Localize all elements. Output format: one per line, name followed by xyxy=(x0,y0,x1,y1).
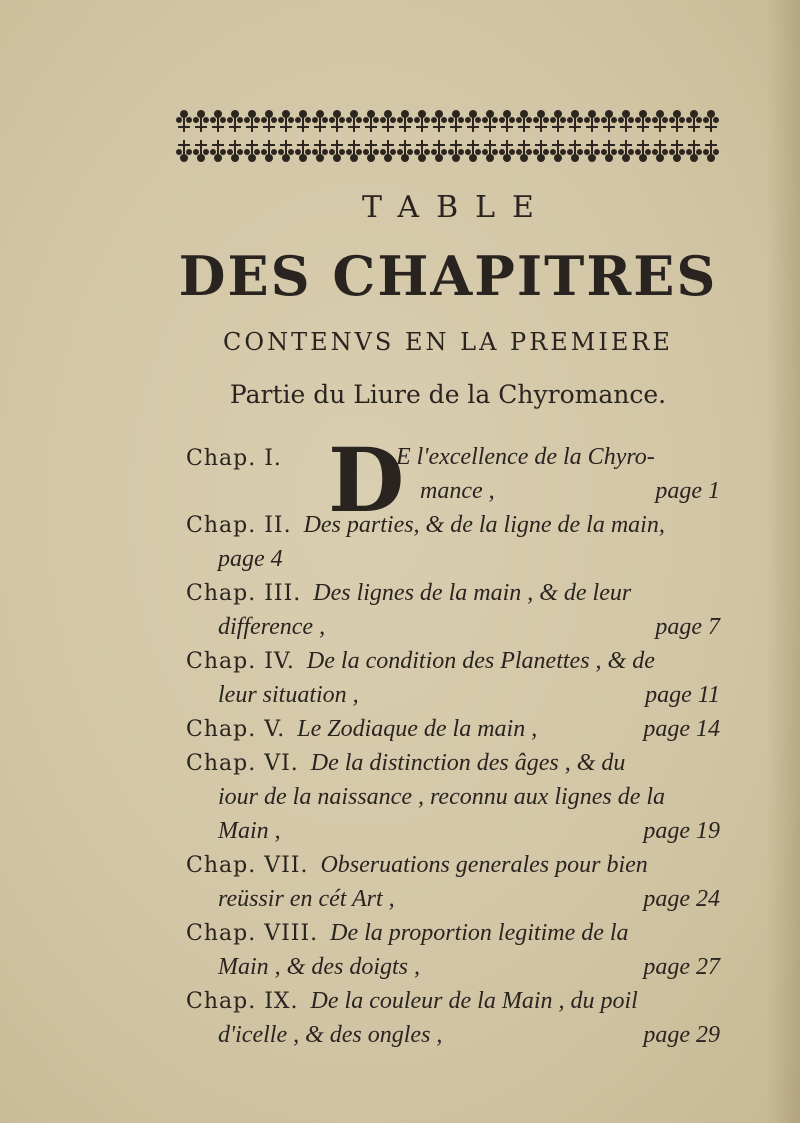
page-number: page 7 xyxy=(655,614,720,640)
chapter-title-line: De la distinction des âges , & du xyxy=(310,750,626,776)
chapter-label: Chap. III. xyxy=(186,581,302,606)
page-number: page 29 xyxy=(643,1022,720,1048)
toc-entry-chap-3-cont xyxy=(218,610,720,644)
chapter-title-line: Des parties, & de la ligne de la main, xyxy=(303,512,665,538)
fleuron-inverted-icon xyxy=(176,136,720,168)
toc-entry-chap-4 xyxy=(186,644,720,678)
toc-entry-chap-7 xyxy=(186,848,720,882)
ornament-fleuron-row-bottom xyxy=(176,136,720,168)
toc-entry-chap-4-cont xyxy=(218,678,720,712)
chapter-label: Chap. IX. xyxy=(186,989,299,1014)
toc-entry-chap-8 xyxy=(186,916,720,950)
toc-entry-chap-6-cont2 xyxy=(218,814,720,848)
page-edge-shadow xyxy=(766,0,800,1123)
page-number: page 14 xyxy=(643,716,720,742)
chapter-label: Chap. II. xyxy=(186,513,292,538)
toc-entry-chap-2 xyxy=(186,508,720,542)
chapter-title-line: Le Zodiaque de la main , xyxy=(297,716,538,742)
chapter-title-line: d'icelle , & des ongles , xyxy=(218,1022,443,1048)
chapter-title-line: reüssir en cét Art , xyxy=(218,886,395,912)
chapter-label: Chap. VI. xyxy=(186,751,299,776)
page-number: page 24 xyxy=(643,886,720,912)
chapter-title-line: Main , xyxy=(218,818,281,844)
chapter-title-line: Main , & des doigts , xyxy=(218,954,420,980)
chapter-title-line: De la proportion legitime de la xyxy=(330,920,629,946)
toc-entry-chap-9 xyxy=(186,984,720,1018)
page-number: page 4 xyxy=(218,546,283,572)
toc-entry-chap-6 xyxy=(186,746,720,780)
page-number: page 27 xyxy=(643,954,720,980)
chapter-label: Chap. I. xyxy=(186,446,282,471)
chapter-title-line: Des lignes de la main , & de leur xyxy=(313,580,632,606)
ornament-fleuron-row-top xyxy=(176,104,720,136)
toc-entry-chap-3 xyxy=(186,576,720,610)
toc-entry-chap-9-cont xyxy=(218,1018,720,1052)
page-number: page 1 xyxy=(655,478,720,504)
chapter-title-line: difference , xyxy=(218,614,326,640)
chapter-title-continuation xyxy=(420,474,720,508)
chapter-title-line: mance , xyxy=(420,478,495,504)
chapter-label: Chap. VIII. xyxy=(186,921,319,946)
toc-entry-chap-6-cont xyxy=(218,780,720,814)
chapter-label: Chap. VII. xyxy=(186,853,309,878)
page-number: page 11 xyxy=(645,682,720,708)
toc-entry-chap-2-cont xyxy=(218,542,720,576)
chapter-label: Chap. IV. xyxy=(186,649,295,674)
chapter-label: Chap. V. xyxy=(186,717,286,742)
chapter-title-line: Obseruations generales pour bien xyxy=(320,852,648,878)
drop-cap: D xyxy=(328,428,405,532)
chapter-title-line: iour de la naissance , reconnu aux lignes de la xyxy=(218,784,666,810)
chapter-title-line: leur situation , xyxy=(218,682,359,708)
page-number: page 19 xyxy=(643,818,720,844)
toc-entry-chap-8-cont xyxy=(218,950,720,984)
toc-entry-chap-7-cont xyxy=(218,882,720,916)
heading-des-chapitres: DES CHAPITRES xyxy=(178,244,718,308)
fleuron-icon xyxy=(176,104,720,136)
toc-entry-chap-5 xyxy=(186,712,720,746)
chapter-title-line: De la couleur de la Main , du poil xyxy=(310,988,638,1014)
chapter-title-line: De la condition des Planettes , & de xyxy=(306,648,655,674)
heading-table: TABLE xyxy=(362,190,551,225)
chapter-title-line: E l'excellence de la Chyro- xyxy=(396,444,655,470)
heading-contenus: CONTENVS EN LA PREMIERE xyxy=(223,328,673,356)
heading-partie: Partie du Liure de la Chyromance. xyxy=(229,380,667,409)
